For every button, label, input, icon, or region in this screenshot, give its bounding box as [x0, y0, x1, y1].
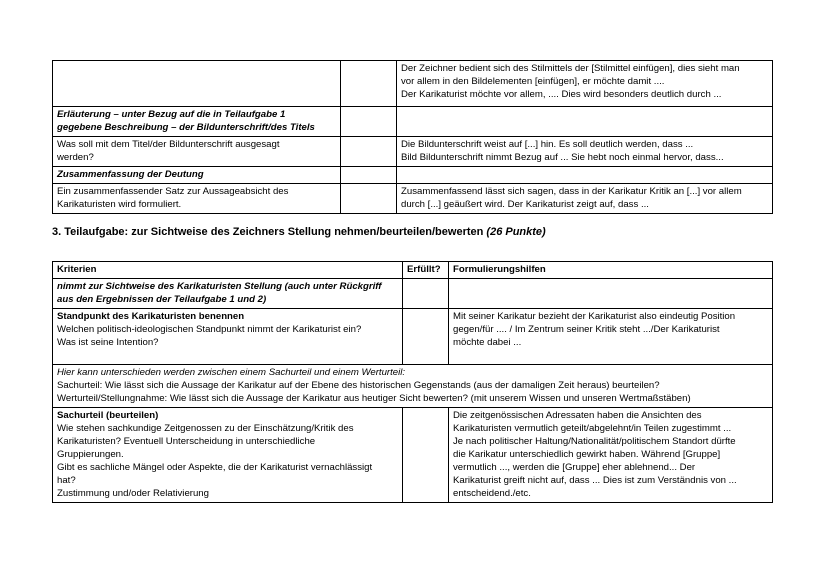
- criteria-cell: [53, 184, 341, 214]
- fulfilled-cell: [341, 61, 397, 107]
- hint-line: gegen/für .... / Im Zentrum seiner Kritik steht .../Der Karikaturist: [453, 324, 720, 335]
- criteria-cell: [53, 309, 403, 365]
- criteria-line: Karikaturisten? Eventuell Unterscheidung in unterschiedliche: [57, 436, 316, 447]
- table-row: [53, 184, 773, 214]
- explanation-line: Sachurteil: Wie lässt sich die Aussage der Karikatur auf der Ebene des historischen Gegenstands (aus der damaligen Zeit heraus) beurteilen?: [57, 380, 660, 391]
- hint-line: Karikaturisten vermutlich geteilt/abgelehnt/in Teilen zugestimmt ...: [453, 423, 732, 434]
- hint-line: Bild Bildunterschrift nimmt Bezug auf ... Sie hebt noch einmal hervor, dass...: [401, 152, 724, 163]
- explanation-intro: Hier kann unterschieden werden zwischen einem Sachurteil und einem Werturteil:: [57, 367, 406, 378]
- hint-line: Je nach politischer Haltung/Nationalität/politischem Standort dürfte: [453, 436, 736, 447]
- criteria-heading-cell: [53, 107, 341, 137]
- evaluation-table-stellung: [52, 261, 773, 503]
- fulfilled-cell: [403, 408, 449, 503]
- section-heading: [52, 226, 546, 238]
- hint-line: die Karikatur unterschiedlich gewirkt haben. Während [Gruppe]: [453, 449, 721, 460]
- hints-cell: [449, 279, 773, 309]
- hint-line: vermutlich ..., werden die [Gruppe] eher ablehnend... Der: [453, 462, 696, 473]
- criteria-heading-line: nimmt zur Sichtweise des Karikaturisten Stellung (auch unter Rückgriff: [57, 281, 382, 292]
- hint-line: Die Bildunterschrift weist auf [...] hin. Es soll deutlich werden, dass ...: [401, 139, 694, 150]
- hint-line: Die zeitgenössischen Adressaten haben die Ansichten des: [453, 410, 702, 421]
- hints-cell: [449, 408, 773, 503]
- table-row: [53, 279, 773, 309]
- table-row: [53, 61, 773, 107]
- criteria-line: Was ist seine Intention?: [57, 337, 159, 348]
- criteria-title: Standpunkt des Karikaturisten benennen: [57, 311, 245, 322]
- evaluation-table-deutung: [52, 60, 773, 214]
- criteria-heading-cell: [53, 279, 403, 309]
- section-points: (26 Punkte): [486, 226, 546, 238]
- fulfilled-cell: [403, 279, 449, 309]
- hint-line: vor allem in den Bildelementen [einfügen], er möchte damit ....: [401, 76, 665, 87]
- criteria-cell: [53, 408, 403, 503]
- table-row: [53, 309, 773, 365]
- explanation-cell: [53, 365, 773, 408]
- section-title: 3. Teilaufgabe: zur Sichtweise des Zeichners Stellung nehmen/beurteilen/bewerten: [52, 226, 484, 238]
- explanation-line: Werturteil/Stellungnahme: Wie lässt sich die Aussage der Karikatur aus heutiger Sicht bewerten? (mit unserem Wissen und unseren Wertmaßstäben): [57, 393, 691, 404]
- fulfilled-cell: [341, 107, 397, 137]
- table-row: [53, 408, 773, 503]
- hints-cell: [397, 184, 773, 214]
- hint-line: möchte dabei ...: [453, 337, 522, 348]
- column-header-criteria: Kriterien: [53, 262, 403, 279]
- criteria-line: Ein zusammenfassender Satz zur Aussageabsicht des: [57, 186, 289, 197]
- criteria-heading-line: Zusammenfassung der Deutung: [57, 169, 204, 180]
- criteria-heading-cell: [53, 167, 341, 184]
- table-row: [53, 365, 773, 408]
- hint-line: Mit seiner Karikatur bezieht der Karikaturist also eindeutig Position: [453, 311, 736, 322]
- fulfilled-cell: [341, 167, 397, 184]
- column-header-fulfilled: Erfüllt?: [403, 262, 449, 279]
- criteria-heading-line: Erläuterung – unter Bezug auf die in Teilaufgabe 1: [57, 109, 286, 120]
- criteria-line: Wie stehen sachkundige Zeitgenossen zu der Einschätzung/Kritik des: [57, 423, 354, 434]
- table-header-row: [53, 262, 773, 279]
- hint-line: Zusammenfassend lässt sich sagen, dass in der Karikatur Kritik an [...] vor allem: [401, 186, 742, 197]
- criteria-line: werden?: [57, 152, 94, 163]
- criteria-line: Karikaturisten wird formuliert.: [57, 199, 182, 210]
- criteria-line: Was soll mit dem Titel/der Bildunterschrift ausgesagt: [57, 139, 280, 150]
- criteria-line: Welchen politisch-ideologischen Standpunkt nimmt der Karikaturist ein?: [57, 324, 362, 335]
- criteria-line: Gibt es sachliche Mängel oder Aspekte, die der Karikaturist vernachlässigt: [57, 462, 373, 473]
- criteria-cell: [53, 137, 341, 167]
- column-header-hints: Formulierungshilfen: [449, 262, 773, 279]
- table-row: [53, 137, 773, 167]
- criteria-line: Gruppierungen.: [57, 449, 124, 460]
- hints-cell: [449, 309, 773, 365]
- criteria-line: Zustimmung und/oder Relativierung: [57, 488, 209, 499]
- hints-cell: [397, 61, 773, 107]
- table-row: [53, 167, 773, 184]
- criteria-line: hat?: [57, 475, 76, 486]
- hint-line: Der Karikaturist möchte vor allem, .... Dies wird besonders deutlich durch ...: [401, 89, 722, 100]
- criteria-title: Sachurteil (beurteilen): [57, 410, 159, 421]
- hints-cell: [397, 167, 773, 184]
- hints-cell: [397, 137, 773, 167]
- hint-line: Der Zeichner bedient sich des Stilmittels der [Stilmittel einfügen], dies sieht man: [401, 63, 740, 74]
- hint-line: durch [...] geäußert wird. Der Karikaturist zeigt auf, dass ...: [401, 199, 649, 210]
- criteria-heading-line: aus den Ergebnissen der Teilaufgabe 1 und 2): [57, 294, 267, 305]
- criteria-cell: [53, 61, 341, 107]
- fulfilled-cell: [341, 184, 397, 214]
- table-row: [53, 107, 773, 137]
- hint-line: entscheidend./etc.: [453, 488, 531, 499]
- hints-cell: [397, 107, 773, 137]
- fulfilled-cell: [403, 309, 449, 365]
- hint-line: Karikaturist greift nicht auf, dass ... Dies ist zum Verständnis von ...: [453, 475, 737, 486]
- criteria-heading-line: gegebene Beschreibung – der Bildunterschrift/des Titels: [57, 122, 315, 133]
- fulfilled-cell: [341, 137, 397, 167]
